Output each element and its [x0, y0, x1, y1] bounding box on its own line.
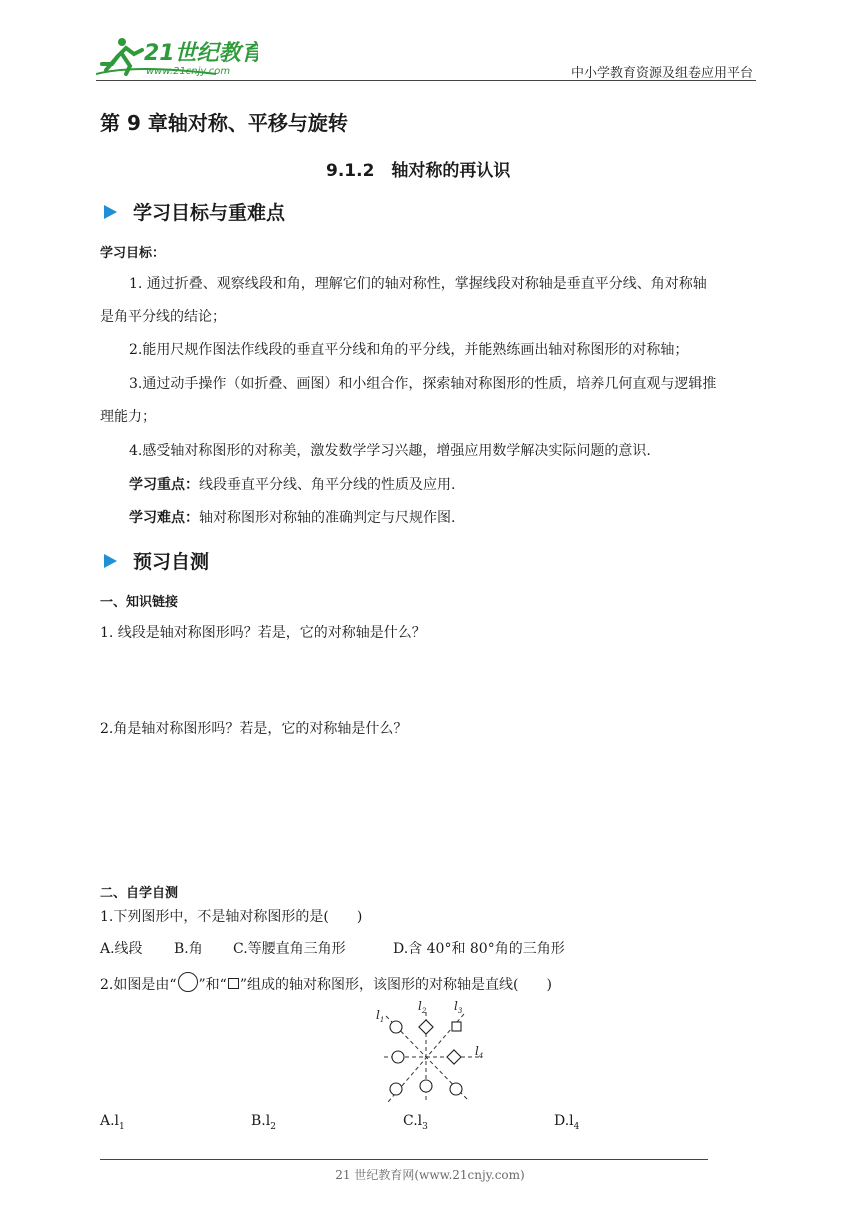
- label-l4-sub: 4: [478, 1052, 484, 1060]
- part2-title: 二、自学自测: [100, 886, 179, 901]
- mc1-option-b: B.角: [174, 941, 203, 957]
- preview-heading-text: 预习自测: [133, 551, 210, 573]
- label-l3: l: [454, 999, 458, 1013]
- logo-wordmark: 21世纪教育: [144, 41, 258, 66]
- label-l2-sub: 2: [421, 1007, 427, 1015]
- preview-heading: [100, 547, 209, 574]
- question-1: 1. 线段是轴对称图形吗？若是，它的对称轴是什么？: [100, 625, 426, 641]
- square-shape-icon: [228, 978, 239, 989]
- mc2-stem-pre: 2.如图是由“: [100, 977, 177, 993]
- mc1-stem: 1.下列图形中，不是轴对称图形的是( ): [100, 909, 363, 925]
- mc2-option-d: $D.l_4$: [554, 1113, 580, 1132]
- circle-shape-icon: [178, 972, 198, 992]
- goals-label: 学习目标：: [100, 246, 166, 261]
- mc2-option-a: $A.l_1$: [100, 1113, 125, 1132]
- goal-item: 理能力；: [100, 409, 156, 425]
- key-points-text: 线段垂直平分线、角平分线的性质及应用.: [199, 477, 456, 493]
- svg-text:l3: [454, 999, 463, 1015]
- difficult-points-text: 轴对称图形对称轴的准确判定与尺规作图.: [199, 510, 456, 526]
- part1-title: 一、知识链接: [100, 595, 179, 610]
- svg-text:l2: [418, 999, 427, 1015]
- footer-text[interactable]: 21 世纪教育网(www.21cnjy.com): [335, 1168, 525, 1182]
- chapter-title: 第 9 章轴对称、平移与旋转: [100, 111, 348, 135]
- triangle-bullet-icon: [104, 554, 117, 568]
- mc2-stem-mid: ”和“: [198, 977, 227, 993]
- label-l3-sub: 3: [457, 1007, 463, 1015]
- mc1-option-c: C.等腰直角三角形: [233, 941, 346, 957]
- circle-shape: [390, 1083, 402, 1095]
- label-l1: l: [376, 1008, 380, 1022]
- svg-text:l4: [475, 1044, 483, 1060]
- difficult-points-label: 学习难点：: [129, 510, 199, 526]
- svg-text:l1: [376, 1008, 384, 1024]
- footer-divider: [100, 1159, 708, 1160]
- label-l1-sub: 1: [379, 1016, 385, 1024]
- mc1-option-a: A.线段: [100, 941, 143, 957]
- logo-url: www.21cnjy.com: [146, 66, 231, 77]
- mc2-option-c: $C.l_3$: [403, 1113, 428, 1132]
- goals-heading: [100, 198, 285, 225]
- question-2: 2.角是轴对称图形吗？若是，它的对称轴是什么？: [100, 721, 408, 737]
- goals-heading-text: 学习目标与重难点: [133, 202, 286, 224]
- triangle-bullet-icon: [104, 205, 117, 219]
- goal-item: 4.感受轴对称图形的对称美，激发数学学习兴趣，增强应用数学解决实际问题的意识.: [129, 443, 651, 459]
- section-title: 9.1.2 轴对称的再认识: [326, 161, 511, 181]
- diamond-shape: [419, 1020, 433, 1034]
- key-points-label: 学习重点：: [129, 477, 199, 493]
- square-shape: [452, 1022, 461, 1031]
- goal-item: 是角平分线的结论；: [100, 309, 226, 325]
- goal-item: 3.通过动手操作（如折叠、画图）和小组合作，探索轴对称图形的性质，培养几何直观与逻辑推: [129, 376, 717, 392]
- platform-name: 中小学教育资源及组卷应用平台: [571, 66, 754, 81]
- diamond-shape: [447, 1050, 461, 1064]
- mc1-option-d: D.含 40°和 80°角的三角形: [393, 941, 565, 957]
- circle-shape: [450, 1083, 462, 1095]
- header-divider: [96, 80, 756, 81]
- circle-shape: [392, 1051, 404, 1063]
- goal-item: 1. 通过折叠、观察线段和角，理解它们的轴对称性，掌握线段对称轴是垂直平分线、角对称轴: [129, 276, 707, 292]
- mc2-option-b: $B.l_2$: [251, 1113, 276, 1132]
- goal-item: 2.能用尺规作图法作线段的垂直平分线和角的平分线，并能熟练画出轴对称图形的对称轴；: [129, 342, 689, 358]
- site-logo: [96, 34, 258, 80]
- mc2-stem: [100, 972, 552, 995]
- symmetry-figure: [372, 998, 490, 1106]
- label-l2: l: [418, 999, 422, 1013]
- circle-shape: [420, 1080, 432, 1092]
- key-points: [129, 475, 455, 495]
- mc2-stem-post: ”组成的轴对称图形，该图形的对称轴是直线( ): [239, 977, 552, 993]
- difficult-points: [129, 508, 455, 528]
- circle-shape: [390, 1021, 402, 1033]
- label-l4: l: [475, 1044, 479, 1058]
